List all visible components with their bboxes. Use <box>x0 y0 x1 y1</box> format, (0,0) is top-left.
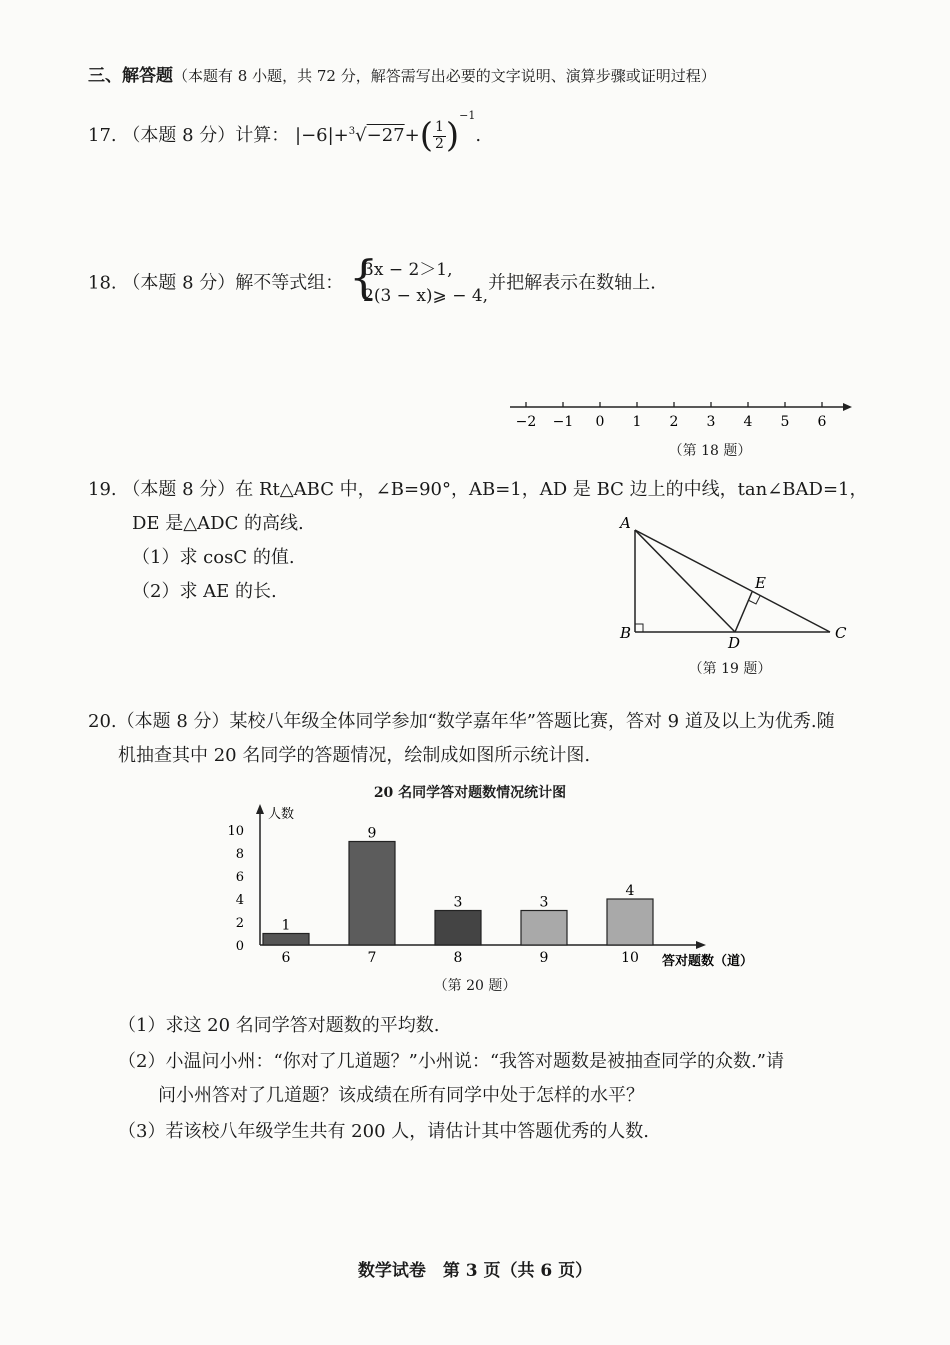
q19-part2: （2）求 AE 的长. <box>132 581 277 602</box>
number-line-label: −2 <box>515 414 537 430</box>
x-tick-label: 8 <box>453 950 463 966</box>
number-line-label: 0 <box>595 414 605 430</box>
bar <box>521 911 567 946</box>
section-header <box>88 62 716 90</box>
q17-number: 17. <box>88 125 117 146</box>
q18-inequality-1: 3x − 2＞1, <box>363 260 453 280</box>
q17-frac-num: 1 <box>434 119 444 136</box>
x-axis-arrow-icon <box>696 941 706 949</box>
label-e: E <box>755 574 766 592</box>
q20-number: 20. <box>88 711 117 732</box>
bar-value-label: 1 <box>281 917 291 934</box>
x-tick-label: 7 <box>367 950 377 966</box>
y-tick-label: 2 <box>235 916 244 931</box>
bar-value-label: 4 <box>625 883 635 899</box>
q18-score: （本题 8 分） <box>122 272 236 294</box>
q20-caption: （第 20 题） <box>433 978 517 994</box>
bar <box>607 899 653 945</box>
q17-frac-den: 2 <box>434 135 444 152</box>
label-b: B <box>620 624 632 642</box>
q17-fraction <box>433 120 446 152</box>
x-tick-label: 9 <box>539 950 549 966</box>
number-line-arrow-icon <box>843 403 852 411</box>
q17-root-index: 3 <box>348 126 356 137</box>
number-line-label: 2 <box>669 414 679 430</box>
q19-caption: （第 19 题） <box>688 661 772 677</box>
q19-number: 19. <box>88 479 117 500</box>
right-paren-icon: ) <box>445 115 460 156</box>
segment-ac <box>635 530 830 632</box>
q20-part2-line1: （2）小温问小州：“你对了几道题？”小州说：“我答对题数是被抽查同学的众数.”请 <box>118 1051 784 1072</box>
q17-plus: + <box>404 125 420 146</box>
q18-tail: 并把解表示在数轴上. <box>488 272 656 294</box>
bar <box>349 842 395 946</box>
triangle-figure <box>610 510 860 655</box>
chart-title: 20 名同学答对题数情况统计图 <box>373 785 567 801</box>
segment-ad <box>635 530 735 632</box>
q19-score: （本题 8 分） <box>122 479 236 500</box>
q20-score: （本题 8 分） <box>116 711 230 732</box>
q18-lead: 解不等式组： <box>235 272 344 294</box>
question-19 <box>88 476 868 503</box>
number-line-label: 6 <box>817 414 827 430</box>
radical-sign-icon: √ <box>355 125 367 146</box>
y-tick-label: 4 <box>235 893 244 908</box>
x-tick-label: 10 <box>621 950 639 966</box>
q18-inequality-system <box>349 250 489 309</box>
number-line-label: 4 <box>743 414 753 430</box>
section-title: 三、解答题 <box>88 66 173 86</box>
q20-stem-line1: 某校八年级全体同学参加“数学嘉年华”答题比赛，答对 9 道及以上为优秀.随 <box>229 711 835 732</box>
q17-abs-term: |−6|+ <box>295 125 349 146</box>
q19-stem-line1: 在 Rt△ABC 中，∠B=90°，AB=1，AD 是 BC 边上的中线，tan∠BAD=1， <box>235 479 868 500</box>
bar-value-label: 3 <box>539 894 549 911</box>
bar-value-label: 9 <box>367 825 377 842</box>
question-18 <box>88 250 656 309</box>
question-20 <box>88 708 835 735</box>
number-line <box>500 395 860 440</box>
q20-part1: （1）求这 20 名同学答对题数的平均数. <box>118 1015 440 1036</box>
number-line-label: 3 <box>706 414 716 430</box>
bar <box>435 911 481 946</box>
segment-de <box>735 592 752 632</box>
label-d: D <box>728 634 741 652</box>
brace-icon: { <box>349 250 379 304</box>
q20-stem-line2: 机抽查其中 20 名同学的答题情况，绘制成如图所示统计图. <box>118 745 591 766</box>
left-paren-icon: ( <box>419 115 433 156</box>
q20-part3: （3）若该校八年级学生共有 200 人，请估计其中答题优秀的人数. <box>118 1121 649 1142</box>
y-axis-arrow-icon <box>256 804 264 814</box>
label-c: C <box>835 624 847 642</box>
x-tick-label: 6 <box>281 950 291 966</box>
q19-stem-line2: DE 是△ADC 的高线. <box>132 513 304 534</box>
q18-inequality-2: 2(3 − x)⩾ − 4, <box>363 285 489 306</box>
q18-caption: （第 18 题） <box>668 443 752 459</box>
q17-lead: 计算： <box>235 125 290 146</box>
bar <box>263 934 309 946</box>
question-17 <box>88 108 481 162</box>
number-line-ticks <box>516 402 827 430</box>
y-axis-label: 人数 <box>268 807 295 822</box>
number-line-label: −1 <box>552 414 574 430</box>
x-axis-label: 答对题数（道） <box>662 954 754 969</box>
number-line-label: 1 <box>632 414 642 430</box>
y-tick-label: 6 <box>235 870 244 885</box>
q17-radicand: −27 <box>366 125 405 146</box>
q17-score: （本题 8 分） <box>122 125 236 146</box>
q17-exponent: −1 <box>459 109 476 122</box>
q17-end: . <box>475 125 482 146</box>
y-tick-label: 10 <box>227 824 244 839</box>
right-angle-b-icon <box>635 624 643 632</box>
y-tick-label: 8 <box>235 847 244 862</box>
q20-part2-line2: 问小州答对了几道题？该成绩在所有同学中处于怎样的水平？ <box>158 1085 644 1106</box>
bar-chart <box>220 800 780 975</box>
bar-value-label: 3 <box>453 894 463 911</box>
page-footer: 数学试卷 第 3 页（共 6 页） <box>357 1261 593 1281</box>
section-note: （本题有 8 小题，共 72 分，解答需写出必要的文字说明、演算步骤或证明过程） <box>173 67 716 85</box>
label-a: A <box>620 514 631 532</box>
q19-part1: （1）求 cosC 的值. <box>132 547 295 568</box>
q18-number: 18. <box>88 272 117 294</box>
y-tick-label: 0 <box>235 939 244 954</box>
number-line-label: 5 <box>780 414 790 430</box>
